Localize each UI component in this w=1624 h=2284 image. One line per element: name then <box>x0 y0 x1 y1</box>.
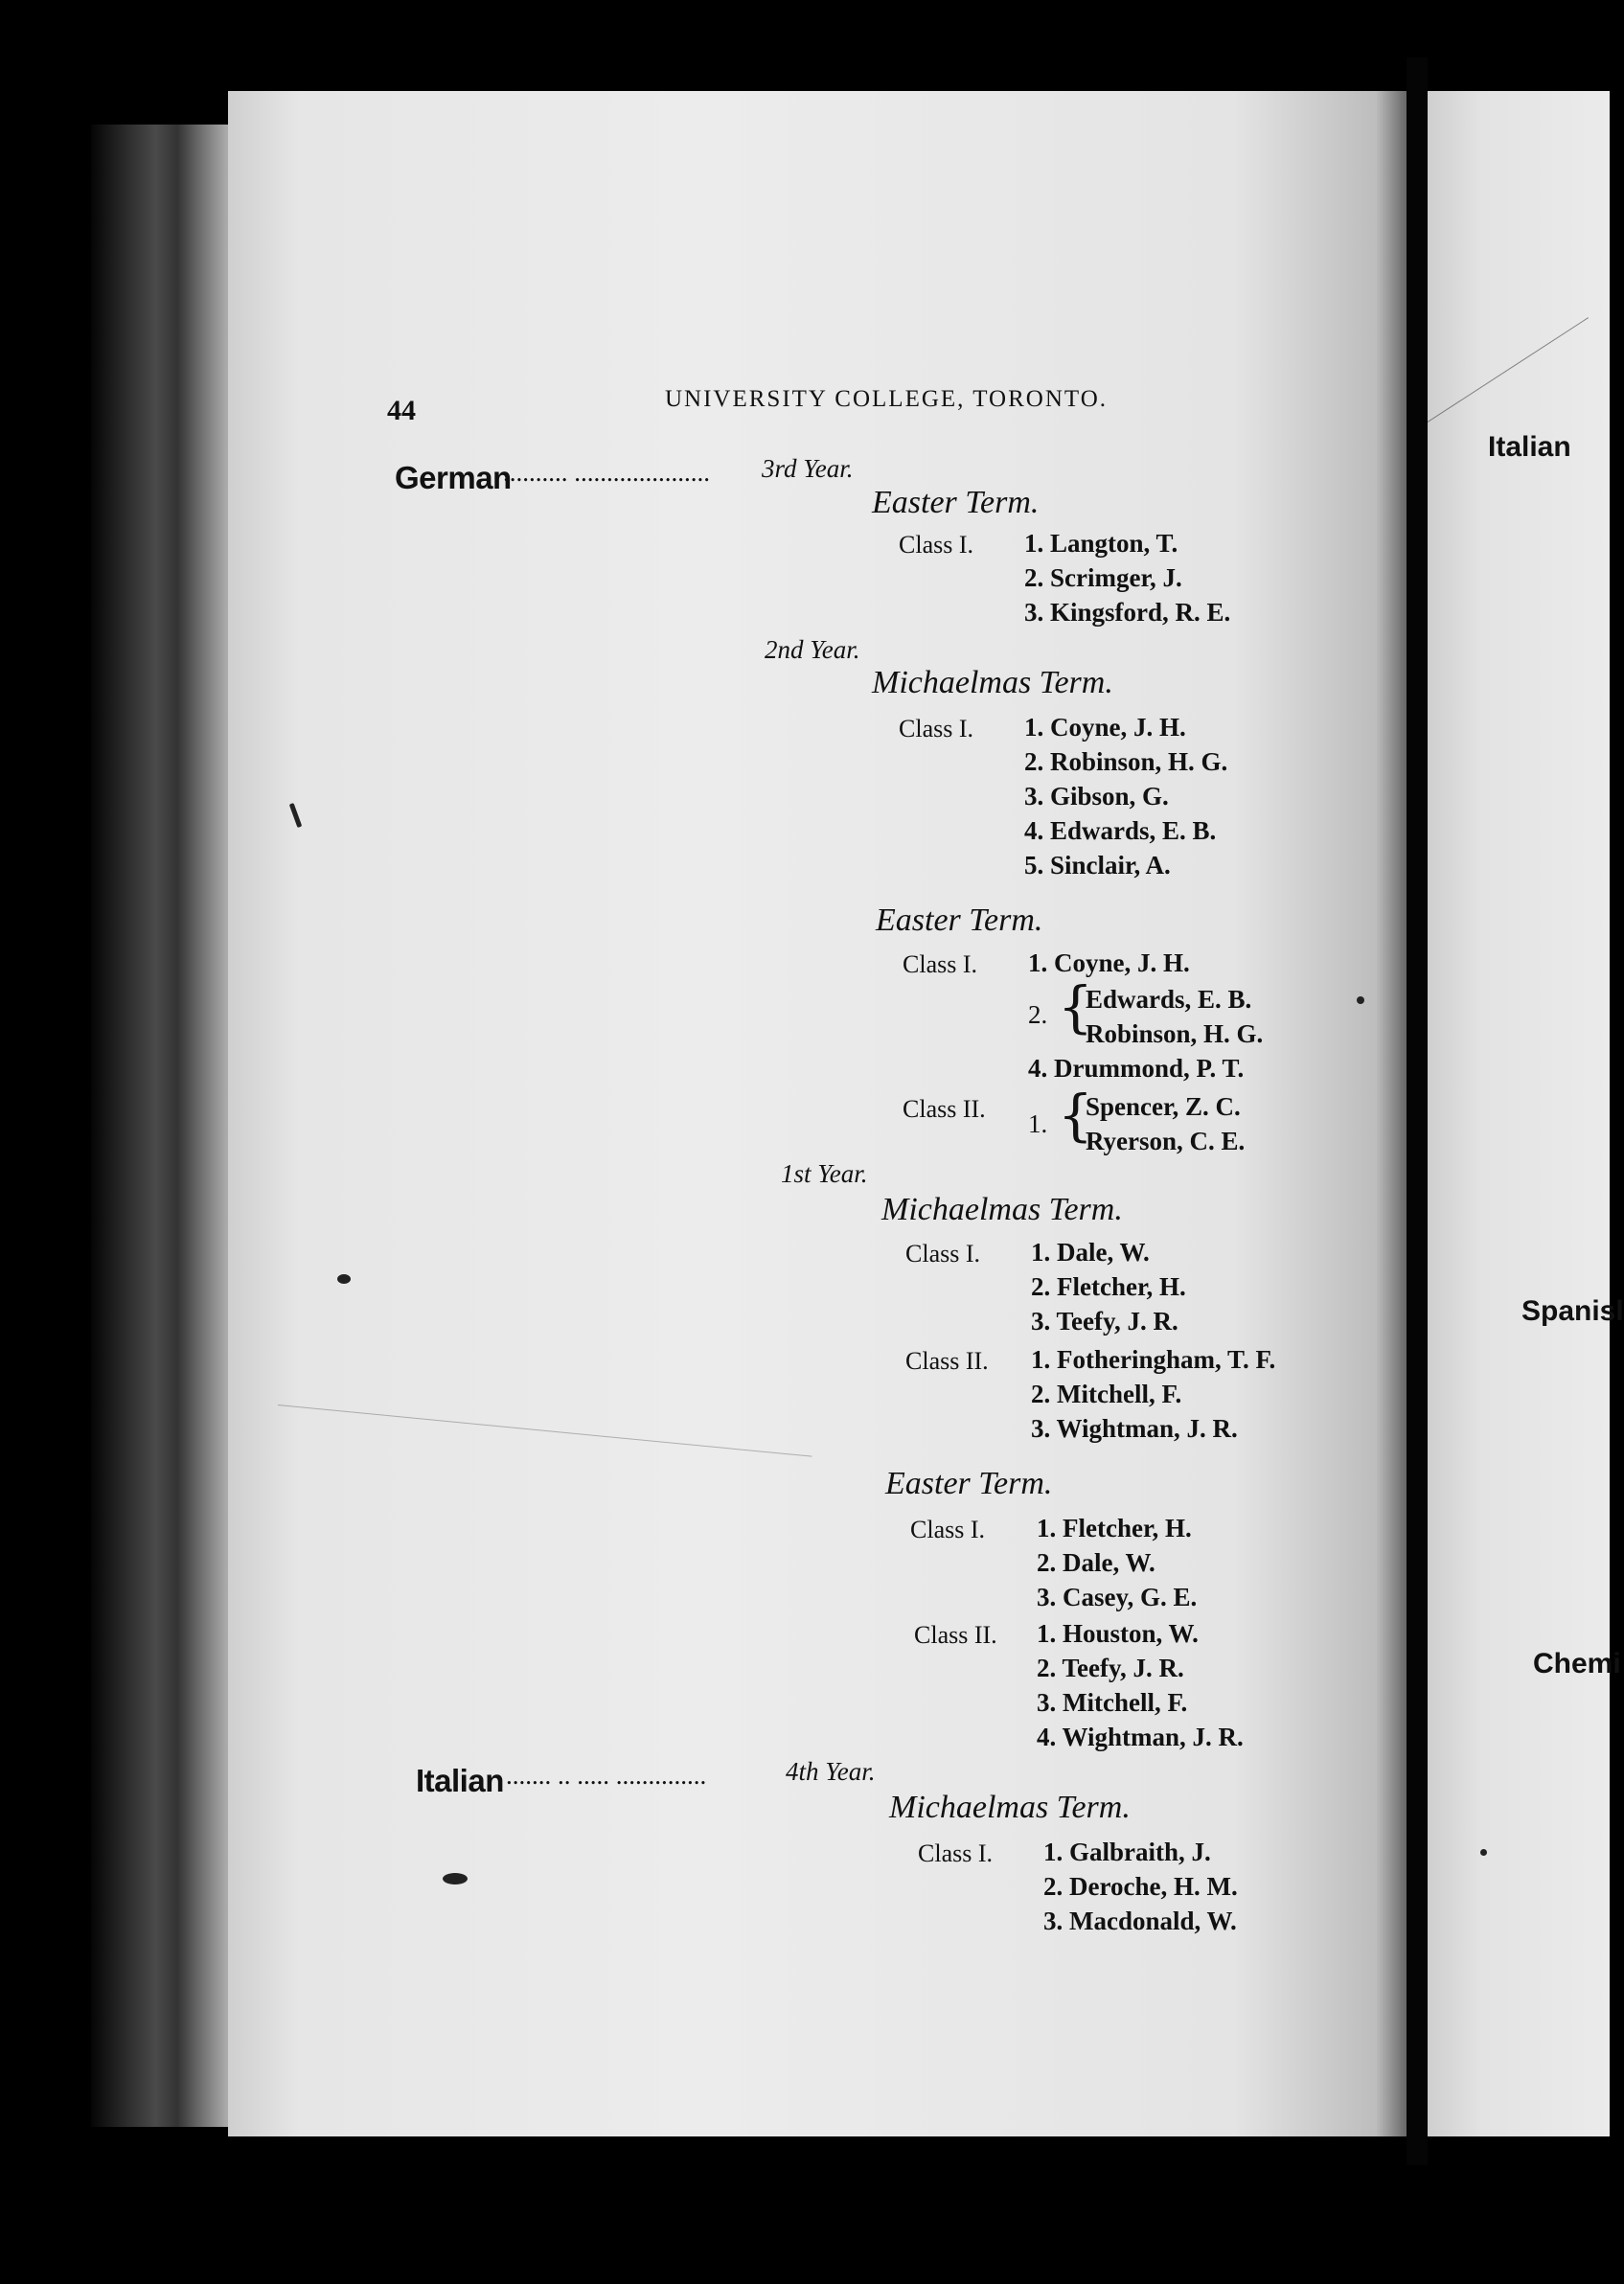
class-label: Class I. <box>918 1839 993 1867</box>
list-item: 1. Langton, T. <box>1024 529 1178 558</box>
class-label: Class II. <box>914 1621 997 1649</box>
ink-speck <box>1480 1849 1487 1856</box>
year-label: 3rd Year. <box>762 454 854 483</box>
leader-dots: .......... ..................... <box>503 458 710 487</box>
list-item: 2. Mitchell, F. <box>1031 1380 1182 1408</box>
class-label: Class I. <box>910 1516 985 1543</box>
brace-symbol: { <box>1058 974 1093 1039</box>
book-spine-edge <box>91 125 235 2127</box>
facing-page <box>1428 91 1610 2136</box>
list-item: 2. Fletcher, H. <box>1031 1272 1186 1301</box>
facing-page-heading: Italian <box>1488 431 1571 463</box>
list-item: 2. Scrimger, J. <box>1024 563 1182 592</box>
list-item: Ryerson, C. E. <box>1086 1127 1246 1155</box>
term-heading: Michaelmas Term. <box>872 665 1113 700</box>
term-heading: Easter Term. <box>885 1466 1053 1501</box>
term-heading: Michaelmas Term. <box>889 1790 1131 1825</box>
class-label: Class II. <box>905 1347 989 1375</box>
list-item: 4. Edwards, E. B. <box>1024 816 1217 845</box>
brace-symbol: { <box>1058 1083 1093 1148</box>
leader-dots: ....... .. ..... .............. <box>506 1761 707 1790</box>
list-item: 2. Deroche, H. M. <box>1043 1872 1238 1901</box>
term-heading: Easter Term. <box>872 485 1040 520</box>
list-item: 4. Drummond, P. T. <box>1028 1054 1245 1083</box>
page-number: 44 <box>387 395 416 426</box>
list-item: 3. Casey, G. E. <box>1037 1583 1198 1611</box>
list-item: 1. Fletcher, H. <box>1037 1514 1192 1542</box>
list-item: 1. Houston, W. <box>1037 1619 1199 1648</box>
list-item: 2. Teefy, J. R. <box>1037 1654 1184 1682</box>
tie-number: 2. <box>1028 1000 1048 1029</box>
term-heading: Easter Term. <box>876 902 1043 938</box>
term-heading: Michaelmas Term. <box>881 1192 1123 1227</box>
subject-heading-german: German <box>395 460 512 495</box>
ink-speck <box>1357 996 1364 1004</box>
list-item: 2. Robinson, H. G. <box>1024 747 1228 776</box>
list-item: Robinson, H. G. <box>1086 1019 1264 1048</box>
list-item: 3. Mitchell, F. <box>1037 1688 1188 1717</box>
list-item: 3. Kingsford, R. E. <box>1024 598 1231 627</box>
class-label: Class I. <box>899 531 973 559</box>
list-item: 5. Sinclair, A. <box>1024 851 1171 879</box>
class-label: Class I. <box>903 950 977 978</box>
list-item: 1. Coyne, J. H. <box>1028 948 1190 977</box>
ink-speck <box>337 1274 351 1284</box>
tie-number: 1. <box>1028 1109 1048 1138</box>
subject-heading-italian: Italian <box>416 1763 504 1798</box>
list-item: 1. Galbraith, J. <box>1043 1838 1211 1866</box>
running-title: UNIVERSITY COLLEGE, TORONTO. <box>665 386 1109 412</box>
facing-page-heading: Spanisl <box>1521 1295 1624 1327</box>
list-item: 4. Wightman, J. R. <box>1037 1723 1244 1751</box>
year-label: 1st Year. <box>781 1159 868 1188</box>
ink-speck <box>443 1873 468 1884</box>
list-item: 3. Gibson, G. <box>1024 782 1169 811</box>
class-label: Class I. <box>899 715 973 742</box>
list-item: 1. Coyne, J. H. <box>1024 713 1186 742</box>
class-label: Class I. <box>905 1240 980 1268</box>
list-item: 3. Macdonald, W. <box>1043 1907 1237 1935</box>
class-label: Class II. <box>903 1095 986 1123</box>
facing-page-heading: Chemi <box>1533 1648 1621 1679</box>
page-gutter <box>1407 57 1428 2165</box>
year-label: 4th Year. <box>786 1757 876 1786</box>
year-label: 2nd Year. <box>765 635 860 664</box>
list-item: 2. Dale, W. <box>1037 1548 1155 1577</box>
list-item: 3. Wightman, J. R. <box>1031 1414 1238 1443</box>
list-item: 3. Teefy, J. R. <box>1031 1307 1178 1336</box>
list-item: Spencer, Z. C. <box>1086 1092 1241 1121</box>
list-item: Edwards, E. B. <box>1086 985 1252 1014</box>
list-item: 1. Fotheringham, T. F. <box>1031 1345 1276 1374</box>
list-item: 1. Dale, W. <box>1031 1238 1150 1267</box>
